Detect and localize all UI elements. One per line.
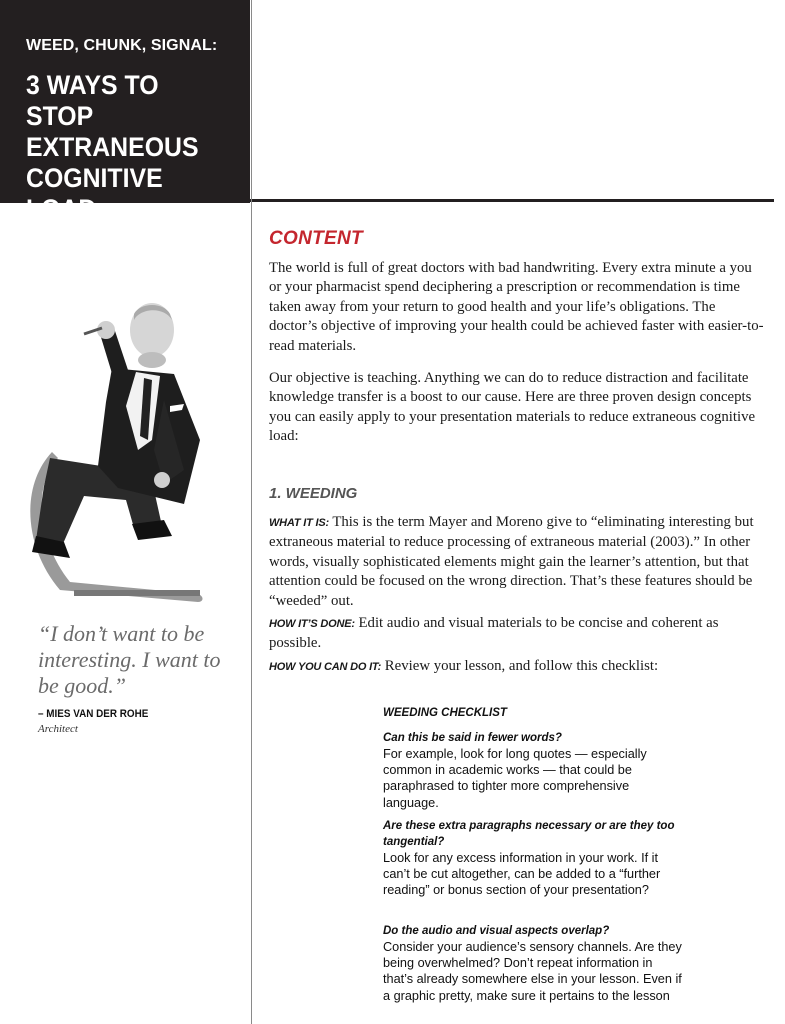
checklist-item: [383, 818, 683, 899]
kicker: WEED, CHUNK, SIGNAL:: [26, 37, 218, 54]
checklist-item: [383, 730, 683, 811]
how-its-done-label: HOW IT’S DONE:: [269, 618, 355, 630]
how-its-done-text: Edit audio and visual materials to be concise and coherent as possible.: [269, 615, 719, 652]
objective-paragraph: Our objective is teaching. Anything we can do to reduce distraction and facilitate knowledge transfer is a boost to our cause. Here are three proven design concepts you can easily apply to your presentation materials to reduce extraneous cognitive load:: [269, 370, 756, 445]
checklist-title: WEEDING CHECKLIST: [383, 707, 507, 719]
checklist-item: [383, 923, 683, 1004]
pull-quote: “I don’t want to be interesting. I want to be good.”: [38, 621, 221, 698]
how-you-can-do-it-text: Review your lesson, and follow this checklist:: [381, 658, 659, 674]
how-you-can-do-it-label: HOW YOU CAN DO IT:: [269, 661, 382, 673]
intro-paragraph: The world is full of great doctors with bad handwriting. Every extra minute a you or your pharmacist spend deciphering a prescription or recommendation is time taken away from your return to good health and your life’s obligations. The doctor’s objective of improving your health could be achieved faster with easier-to-read materials.: [269, 260, 764, 354]
checklist-answer: Look for any excess information in your work. If it can’t be cut altogether, can be added to a “further reading” or bonus section of your presentation?: [383, 851, 661, 898]
quote-author: – MIES VAN DER ROHE: [38, 708, 149, 720]
checklist-question: Do the audio and visual aspects overlap?: [383, 925, 610, 937]
what-it-is-label: WHAT IT IS:: [269, 517, 329, 529]
what-it-is: [269, 513, 765, 611]
checklist-question: Are these extra paragraphs necessary or are they too tangential?: [383, 820, 675, 848]
quote-author-role: Architect: [38, 723, 78, 735]
what-it-is-text: This is the term Mayer and Moreno give to “eliminating interesting but extraneous material to reduce processing of extraneous material (2003).” In other words, visually sophisticated elements might gain the learner’s attention, but that attention could be focused on the wrong direction. That’s these features should be “weeded” out.: [269, 514, 754, 609]
architect-photo: [14, 290, 210, 606]
column-divider: [251, 0, 252, 1024]
page-title: 3 WAYS TO STOP EXTRANEOUS COGNITIVE LOAD: [26, 70, 199, 224]
checklist-answer: For example, look for long quotes — especially common in academic works — that could be paraphrased to tighter more comprehensive language.: [383, 747, 647, 810]
checklist-answer: Consider your audience’s sensory channels. Are they being overwhelmed? Don’t repeat information in that’s already somewhere else in your lesson. Even if a graphic pretty, make sure it pertains to the lesson: [383, 940, 682, 1003]
how-you-can-do-it: [269, 657, 765, 677]
checklist-question: Can this be said in fewer words?: [383, 732, 562, 744]
how-its-done: [269, 614, 765, 654]
header-rule: [250, 199, 774, 202]
weeding-heading: 1. WEEDING: [269, 485, 358, 502]
title-block: [0, 0, 250, 224]
section-heading: CONTENT: [269, 228, 363, 249]
